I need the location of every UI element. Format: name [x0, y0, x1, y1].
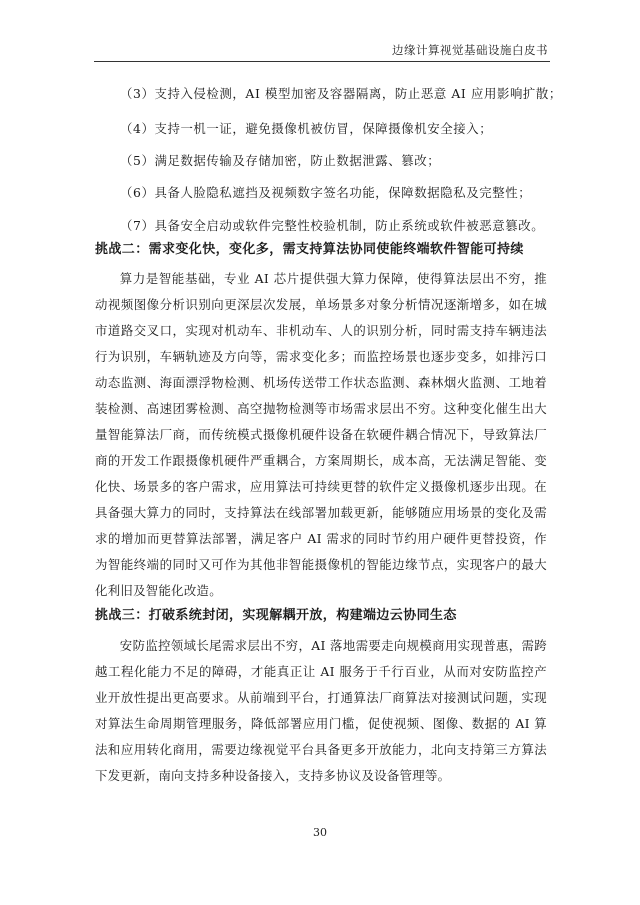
list-item: （3）支持入侵检测，AI 模型加密及容器隔离，防止恶意 AI 应用影响扩散；	[120, 86, 562, 101]
body-paragraph-challenge3: 安防监控领域长尾需求层出不穷，AI 落地需要走向规模商用实现普惠，需跨越工程化能力不足的障碍，才能真正让 AI 服务于千行百业，从而对安防监控产业开放性提出更高要求。从前端到平台，打通算法厂商算法对接测试问题，实现对算法生命周期管理服务，降低部署应用门槛，促使视频、图像、数据的 AI 算法和应用转化商用，需要边缘视觉平台具备更多开放能力，北向支持第三方算法下发更新，南向支持多种设备接入，支持多协议及设备管理等。	[95, 638, 547, 783]
header-divider	[94, 61, 550, 62]
section-heading-challenge2: 挑战二：需求变化快，变化多，需支持算法协同使能终端软件智能可持续	[95, 242, 524, 257]
list-item: （4）支持一机一证，避免摄像机被仿冒，保障摄像机安全接入；	[120, 121, 493, 136]
list-item: （5）满足数据传输及存储加密，防止数据泄露、篡改；	[120, 153, 441, 168]
body-paragraph-challenge2: 算力是智能基础，专业 AI 芯片提供强大算力保障，使得算法层出不穷，推动视频图像分析识别向更深层次发展，单场景多对象分析情况逐渐增多，如在城市道路交叉口，实现对机动车、非机动车、人的识别分析，同时需支持车辆违法行为识别，车辆轨迹及方向等，需求变化多；而监控场景也逐步变多，如排污口动态监测、海面漂浮物检测、机场传送带工作状态监测、森林烟火监测、工地着装检测、高速团雾检测、高空抛物检测等市场需求层出不穷。这种变化催生出大量智能算法厂商，而传统模式摄像机硬件设备在软硬件耦合情况下，导致算法厂商的开发工作跟摄像机硬件严重耦合，方案周期长，成本高，无法满足智能、变化快、场景多的客户需求，应用算法可持续更替的软件定义摄像机逐步出现。在具备强大算力的同时，支持算法在线部署加载更新，能够随应用场景的变化及需求的增加而更替算法部署，满足客户 AI 需求的同时节约用户硬件更替投资，作为智能终端的同时又可作为其他非智能摄像机的智能边缘节点，实现客户的最大化利旧及智能化改造。	[95, 271, 547, 598]
list-item: （7）具备安全启动或软件完整性校验机制，防止系统或软件被恶意篡改。	[120, 218, 545, 233]
list-item: （6）具备人脸隐私遮挡及视频数字签名功能，保障数据隐私及完整性；	[120, 185, 532, 200]
section-heading-challenge3: 挑战三：打破系统封闭，实现解耦开放，构建端边云协同生态	[95, 608, 457, 623]
header-title: 边缘计算视觉基础设施白皮书	[392, 43, 548, 57]
page-number: 30	[313, 826, 327, 839]
